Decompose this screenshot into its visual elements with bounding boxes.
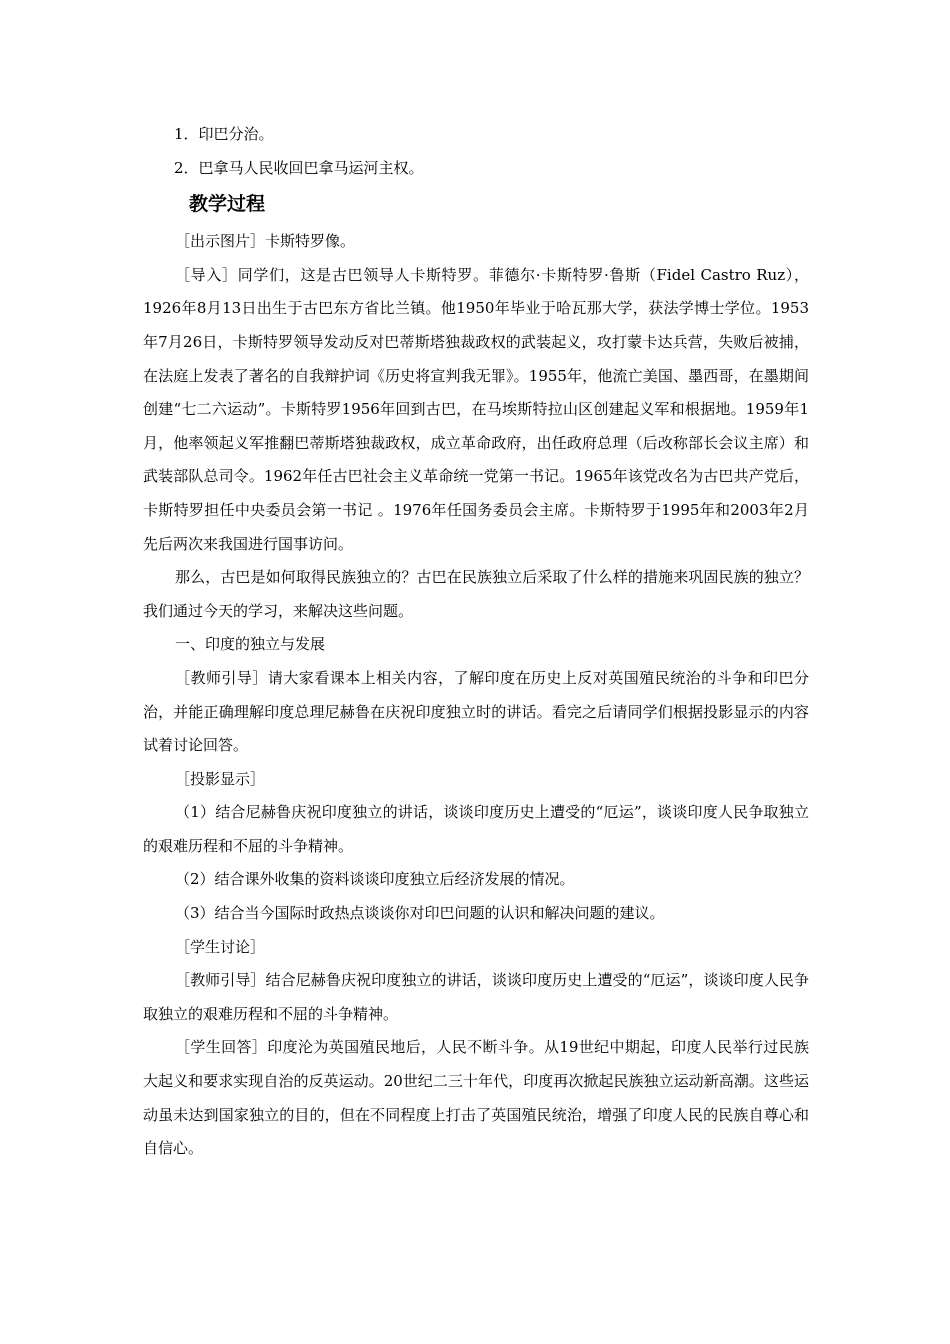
paragraph-introduction: ［导入］同学们，这是古巴领导人卡斯特罗。菲德尔·卡斯特罗·鲁斯（Fidel Castro Ruz），1926年8月13日出生于古巴东方省比兰镇。他1950年毕业于哈瓦那大学，获法学博士学位。1953年7月26日，卡斯特罗领导发动反对巴蒂斯塔独裁政权的武装起义，攻打蒙卡达兵营，失败后被捕，在法庭上发表了著名的自我辩护词《历史将宣判我无罪》。1955年，他流亡美国、墨西哥，在墨期间创建“七二六运动”。卡斯特罗1956年回到古巴，在马埃斯特拉山区创建起义军和根据地。1959年1月，他率领起义军推翻巴蒂斯塔独裁政权，成立革命政府，出任政府总理（后改称部长会议主席）和武装部队总司令。1962年任古巴社会主义革命统一党第一书记。1965年该党改名为古巴共产党后，卡斯特罗担任中央委员会第一书记 。1976年任国务委员会主席。卡斯特罗于1995年和2003年2月先后两次来我国进行国事访问。 <box>143 265 809 553</box>
paragraph-student-discussion: ［学生讨论］ <box>175 937 266 956</box>
paragraph-show-picture: ［出示图片］卡斯特罗像。 <box>175 232 356 251</box>
subsection-heading-india: 一、印度的独立与发展 <box>175 635 326 654</box>
paragraph-item-2: （2）结合课外收集的资料谈谈印度独立后经济发展的情况。 <box>175 870 575 889</box>
list-item-1: 1．印巴分治。 <box>174 125 274 143</box>
paragraph-question: 那么，古巴是如何取得民族独立的？古巴在民族独立后采取了什么样的措施来巩固民族的独立？我们通过今天的学习，来解决这些问题。 <box>143 568 809 620</box>
paragraph-item-1: （1）结合尼赫鲁庆祝印度独立的讲话，谈谈印度历史上遭受的“厄运”，谈谈印度人民争取独立的艰难历程和不屈的斗争精神。 <box>143 803 809 855</box>
paragraph-student-answer: ［学生回答］印度沦为英国殖民地后，人民不断斗争。从19世纪中期起，印度人民举行过民族大起义和要求实现自治的反英运动。20世纪二三十年代，印度再次掀起民族独立运动新高潮。这些运动虽未达到国家独立的目的，但在不同程度上打击了英国殖民统治，增强了印度人民的民族自尊心和自信心。 <box>143 1038 809 1158</box>
paragraph-teacher-guide-2: ［教师引导］结合尼赫鲁庆祝印度独立的讲话，谈谈印度历史上遭受的“厄运”，谈谈印度人民争取独立的艰难历程和不屈的斗争精神。 <box>143 971 809 1023</box>
paragraph-teacher-guide-1: ［教师引导］请大家看课本上相关内容，了解印度在历史上反对英国殖民统治的斗争和印巴分治，并能正确理解印度总理尼赫鲁在庆祝印度独立时的讲话。看完之后请同学们根据投影显示的内容试着讨论回答。 <box>143 668 809 755</box>
section-heading: 教学过程 <box>189 193 266 216</box>
document-body <box>143 118 809 1166</box>
paragraph-projection: ［投影显示］ <box>175 769 266 788</box>
paragraph-item-3: （3）结合当今国际时政热点谈谈你对印巴问题的认识和解决问题的建议。 <box>175 904 665 923</box>
list-item-2: 2．巴拿马人民收回巴拿马运河主权。 <box>174 158 424 177</box>
